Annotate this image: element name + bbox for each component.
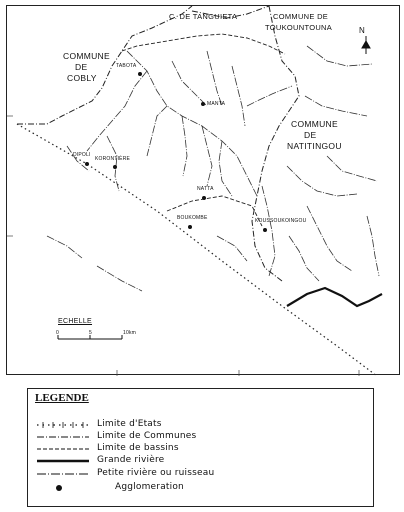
legend-label-commune-boundary: Limite de Communes	[97, 431, 197, 441]
legend-label-minor-river: Petite rivière ou ruisseau	[97, 468, 215, 478]
major-river-line	[287, 288, 382, 306]
scale-title: ECHELLE	[58, 318, 93, 325]
commune-boundary-north	[17, 6, 192, 124]
label-korontiere: KORONTIÈRE	[95, 156, 131, 162]
legend-label-agglomeration: Agglomeration	[115, 482, 184, 492]
agglomeration-symbol	[35, 482, 91, 494]
label-koussoukoingou: KOUSSOUKOINGOU	[255, 218, 307, 224]
label-tabota: TABOTA	[116, 63, 137, 69]
label-dipoli: DIPOLI	[73, 152, 91, 158]
legend-title: LEGENDE	[35, 392, 89, 404]
label-commune-natitingou-2: DE	[304, 130, 317, 140]
basin-boundary-symbol	[35, 443, 91, 455]
agglomeration-dot-tabota	[138, 72, 142, 76]
state-boundary-symbol	[35, 419, 91, 431]
legend	[27, 388, 374, 507]
label-boukombe: BOUKOMBE	[177, 215, 208, 221]
label-commune-toukountouna-2: TOUKOUNTOUNA	[265, 23, 333, 32]
scale-tick-5: 5	[89, 330, 92, 336]
agglomeration-dot-boukombe	[188, 225, 192, 229]
state-boundary-line	[17, 124, 377, 376]
basin-boundary-line-2	[167, 196, 262, 226]
agglomeration-dot-dipoli	[85, 162, 89, 166]
label-commune-natitingou-1: COMMUNE	[291, 119, 338, 129]
label-commune-cobly-2: DE	[75, 62, 88, 72]
legend-label-state-boundary: Limite d'Etats	[97, 419, 162, 429]
label-commune-cobly-3: COBLY	[67, 73, 97, 83]
scale-tick-0: 0	[56, 330, 59, 336]
major-river-symbol	[35, 455, 91, 467]
agglomeration-dot-koussoukoingou	[263, 228, 267, 232]
label-manta: MANTA	[207, 101, 226, 107]
label-commune-toukountouna-1: COMMUNE DE	[273, 12, 329, 21]
north-label: N	[359, 26, 366, 35]
north-arrow	[362, 36, 370, 54]
minor-river-symbol	[35, 468, 91, 480]
label-commune-cobly-1: COMMUNE	[63, 51, 110, 61]
label-commune-natitingou-3: NATITINGOU	[287, 141, 342, 151]
label-c-tanguieta: C. DE TANGUIETA	[169, 12, 238, 21]
scale-tick-10km: 10km	[123, 330, 137, 336]
label-nata: NATTA	[197, 186, 214, 192]
agglomeration-dot-korontiere	[113, 165, 117, 169]
agglomeration-dot-manta	[201, 102, 205, 106]
basin-boundary-line	[122, 34, 285, 54]
agglomeration-dot-nata	[202, 196, 206, 200]
map-frame	[6, 5, 400, 375]
frame-ticks	[7, 116, 359, 376]
commune-boundary-symbol	[35, 431, 91, 443]
legend-label-basin-boundary: Limite de bassins	[97, 443, 179, 453]
legend-label-major-river: Grande rivière	[97, 455, 165, 465]
